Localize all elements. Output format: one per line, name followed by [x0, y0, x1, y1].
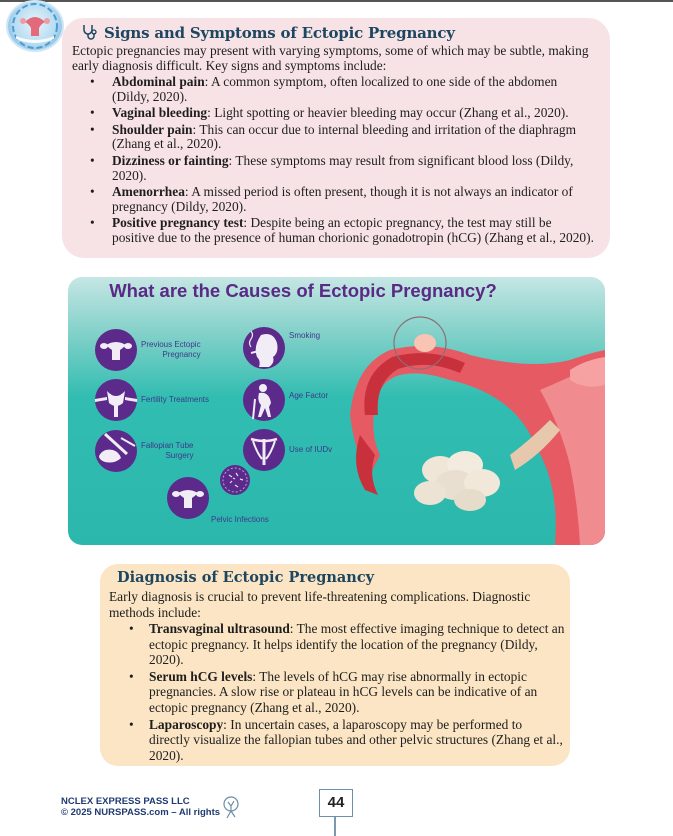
signs-title — [82, 24, 455, 42]
bullet: • — [90, 215, 95, 231]
item-term: Positive pregnancy test — [112, 215, 244, 231]
fallopian-surgery-icon — [95, 430, 137, 472]
item-text: : In uncertain cases, a laparoscopy may be performed to directly visualize the fallopian tubes and other pelvic structures (Zhang et al., 2020). — [149, 716, 563, 763]
ovary-illustration — [414, 451, 500, 511]
cause-smoking — [243, 327, 320, 369]
cause-label: Pregnancy — [162, 350, 201, 359]
item-text: : The levels of hCG may rise abnormally in ectopic pregnancies. A slow rise or plateau in hCG levels can be indicative of an ectopic pregnancy (Zhang et al., 2020). — [149, 668, 538, 715]
cause-label: Use of IUDv — [289, 445, 333, 454]
cause-label: Pelvic Infections — [211, 515, 269, 524]
cause-age-factor — [243, 379, 328, 421]
cause-fallopian-tube-surgery — [95, 430, 193, 472]
bullet: • — [90, 74, 95, 89]
cause-label: Smoking — [289, 331, 321, 340]
bullet: • — [90, 105, 95, 121]
item-text: : Light spotting or heavier bleeding may occur (Zhang et al., 2020). — [207, 105, 569, 121]
list-item — [100, 717, 565, 764]
item-text: : Despite being an ectopic pregnancy, the test may still be positive due to the presence of human chorionic gonadotropin (hCG) (Zhang et al., 2020). — [112, 215, 594, 246]
list-item — [72, 75, 597, 104]
bullet: • — [129, 668, 134, 684]
stethoscope-icon — [82, 24, 100, 40]
causes-infographic — [68, 277, 605, 545]
bullet: • — [90, 184, 95, 200]
item-term: Transvaginal ultrasound — [149, 621, 290, 636]
page-number: 44 — [319, 789, 353, 817]
item-text: : A missed period is often present, though it is not always an indicator of pregnancy (Dildy, 2020). — [112, 184, 573, 214]
list-item — [100, 669, 565, 716]
item-text: : This can occur due to internal bleeding and irritation of the diaphragm (Zhang et al., 2020). — [112, 121, 577, 152]
cause-previous-ectopic — [95, 329, 201, 371]
footer-company: NCLEX EXPRESS PASS LLC — [61, 796, 190, 807]
bullet: • — [129, 716, 134, 732]
elderly-person-icon — [243, 379, 285, 421]
cause-iud — [243, 429, 332, 471]
item-text: : A common symptom, often localized to one side of the abdomen (Dildy, 2020). — [112, 74, 558, 104]
footer — [61, 796, 220, 818]
diagnosis-intro: Early diagnosis is crucial to prevent life-threatening complications. Diagnostic methods include: — [109, 589, 531, 620]
pelvic-infection-icon — [167, 477, 209, 519]
list-item — [100, 621, 565, 668]
uterus-icon — [95, 329, 137, 371]
list-item — [72, 123, 597, 152]
signs-title-text: Signs and Symptoms of Ectopic Pregnancy — [104, 24, 455, 42]
cause-label: Previous Ectopic — [141, 340, 201, 349]
uterus-hands-logo-icon — [8, 2, 62, 50]
cause-label: Age Factor — [289, 391, 329, 400]
list-item — [72, 106, 597, 121]
footer-copyright: © 2025 NURSPASS.com – All rights — [61, 807, 221, 818]
diagnosis-title: Diagnosis of Ectopic Pregnancy — [117, 569, 375, 586]
item-term: Vaginal bleeding — [112, 105, 208, 121]
page-number-stem — [334, 817, 336, 836]
item-term: Abdominal pain — [112, 74, 205, 89]
signs-list — [72, 75, 597, 248]
bacteria-bubble-icon — [220, 465, 250, 495]
tree-icon — [220, 796, 242, 820]
cause-label: Fertility Treatments — [141, 395, 210, 404]
item-term: Laparoscopy — [149, 716, 224, 732]
fallopian-tube-ectopic-illustration — [330, 295, 605, 545]
signs-symptoms-card — [62, 18, 610, 258]
list-item — [72, 154, 597, 183]
item-term: Dizziness or fainting — [112, 152, 229, 168]
item-text: : The most effective imaging technique to detect an ectopic pregnancy. It helps identify the location of the pregnancy (Dildy, 2020). — [149, 621, 565, 668]
cause-label: Fallopian Tube — [141, 441, 194, 450]
list-item — [72, 216, 597, 245]
item-term: Serum hCG levels — [149, 668, 253, 684]
list-item — [72, 185, 597, 214]
fertility-treatment-icon — [95, 379, 137, 421]
smoking-woman-icon — [243, 327, 285, 369]
item-term: Shoulder pain — [112, 121, 193, 137]
bullet: • — [90, 121, 95, 137]
item-term: Amenorrhea — [112, 184, 185, 200]
signs-intro: Ectopic pregnancies may present with varying symptoms, some of which may be subtle, making early diagnosis difficult. Key signs and symptoms include: — [72, 43, 589, 73]
top-border — [0, 0, 673, 2]
causes-title: What are the Causes of Ectopic Pregnancy? — [109, 280, 497, 301]
item-text: : These symptoms may result from significant blood loss (Dildy, 2020). — [112, 152, 574, 183]
diagnosis-card — [100, 564, 570, 766]
bullet: • — [129, 621, 134, 636]
cause-label: Surgery — [165, 451, 194, 460]
cause-fertility-treatments — [95, 379, 209, 421]
bullet: • — [90, 152, 95, 168]
cause-pelvic-infections — [167, 477, 269, 524]
diagnosis-list — [100, 621, 565, 764]
